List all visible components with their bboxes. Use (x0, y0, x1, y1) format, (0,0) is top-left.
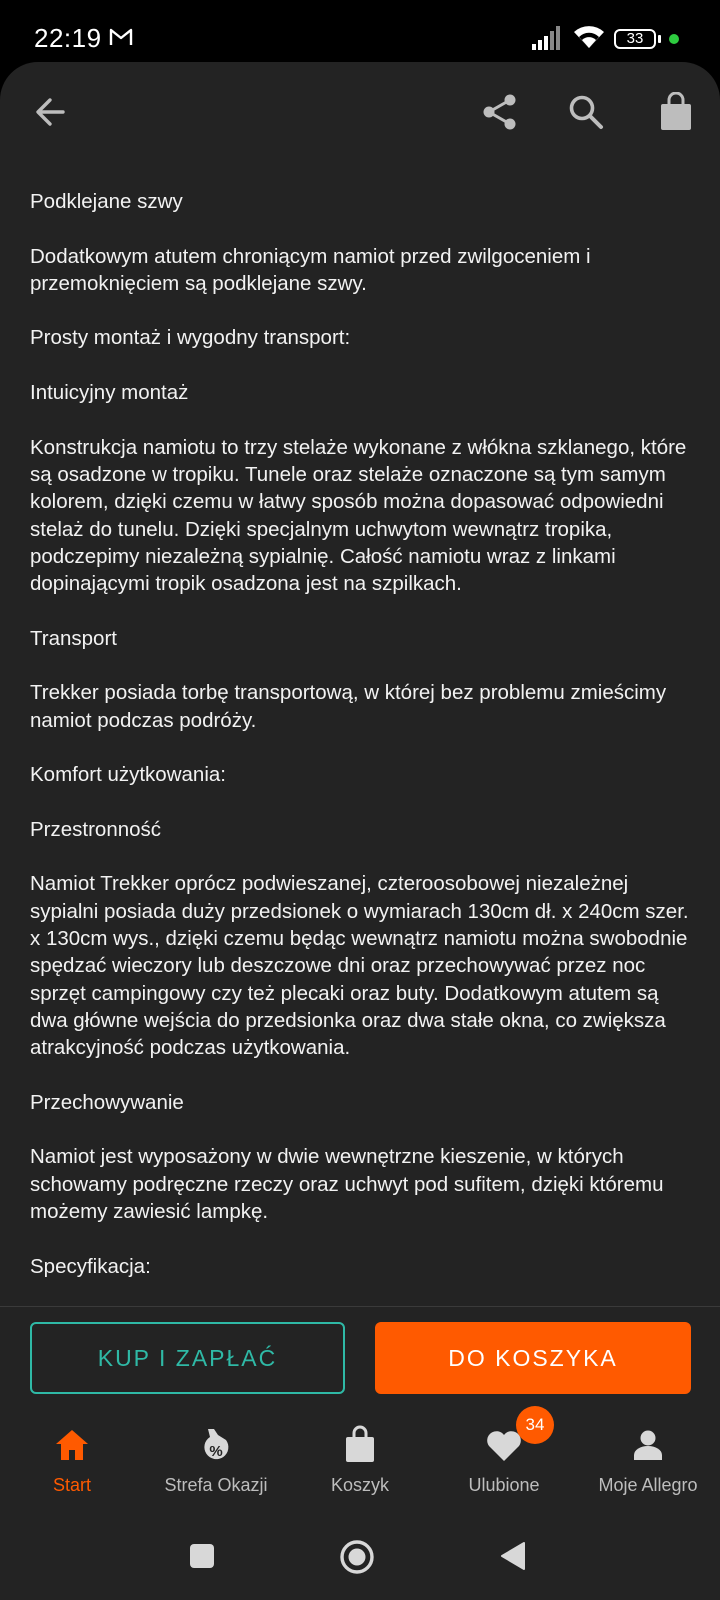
nav-label: Koszyk (330, 1475, 390, 1495)
description-heading: Transport (30, 626, 117, 650)
nav-item-ulubione[interactable] (432, 1411, 576, 1521)
status-bar (0, 0, 720, 62)
nav-label: Start (52, 1475, 91, 1495)
add-to-cart-button[interactable]: DO KOSZYKA (375, 1322, 691, 1394)
nav-item-start[interactable] (0, 1411, 144, 1521)
description-paragraph: Trekker posiada torbę transportową, w której bez problemu zmieścimy namiot podczas podróży. (30, 681, 667, 732)
description-heading: Prosty montaż i wygodny transport: (30, 326, 351, 350)
description-paragraph: Konstrukcja namiotu to trzy stelaże wykonane z włókna szklanego, które są osadzone w tropiku. Tunele oraz stelaże oznaczone są tym samym kolorem, dzięki czemu w łatwy sposób można dopasować odpowiedni stelaż do tunelu. Dzięki specjalnym uchwytom wewnątrz tropika, podczepimy niezależną sypialnię. Całość namiotu wraz z linkami dopinającymi tropik osadzona jest na szpilkach. (30, 435, 687, 596)
deals-tag-icon (196, 1425, 236, 1465)
nav-label: Moje Allegro (598, 1475, 698, 1495)
shopping-bag-icon[interactable] (656, 92, 696, 132)
back-arrow-icon[interactable] (31, 92, 71, 132)
user-icon (628, 1425, 668, 1465)
description-heading: Intuicyjny montaż (30, 381, 189, 405)
battery-level: 33 (626, 30, 644, 47)
description-heading: Podklejane szwy (30, 190, 183, 213)
home-icon (52, 1425, 92, 1465)
description-paragraph: Namiot Trekker oprócz podwieszanej, czteroosobowej niezależnej sypialni posiada duży przedsionek o wymiarach 130cm dł. x 240cm szer. x 130cm wys., dzięki czemu będąc wewnątrz namiotu można swobodnie spędzać wieczory lub deszczowe dni oraz przechowywać przez noc sprzęt campingowy czy też plecaki oraz buty. Dodatkowym atutem są dwa główne wejścia do przedsionka oraz dwa stałe okna, co zwiększa atrakcyjność podczas użytkowania. (30, 872, 689, 1060)
description-heading: Przestronność (30, 817, 162, 841)
battery-tip (658, 35, 661, 43)
nav-item-moje-allegro[interactable] (576, 1411, 720, 1521)
top-app-bar (0, 62, 720, 162)
privacy-dot-icon (669, 34, 679, 44)
description-heading: Przechowywanie (30, 1090, 184, 1114)
app-window (0, 62, 720, 1600)
nav-item-strefa-okazji[interactable] (144, 1411, 288, 1521)
favorites-count-badge: 34 (516, 1406, 554, 1444)
recent-apps-icon[interactable] (189, 1543, 215, 1569)
product-description (30, 188, 695, 1307)
cart-bag-icon (340, 1425, 380, 1465)
description-paragraph: Dodatkowym atutem chroniącym namiot przed zwilgoceniem i przemoknięciem są podklejane szwy. (30, 244, 591, 295)
system-navigation-bar (0, 1521, 720, 1600)
description-heading: Komfort użytkowania: (30, 763, 226, 787)
nav-label: Ulubione (468, 1475, 540, 1495)
buy-now-button[interactable]: KUP I ZAPŁAĆ (30, 1322, 345, 1394)
bottom-navigation (0, 1411, 720, 1521)
svg-text:%: % (209, 1443, 223, 1460)
description-heading: Specyfikacja: (30, 1254, 151, 1278)
share-icon[interactable] (480, 92, 520, 132)
nav-label: Strefa Okazji (164, 1475, 268, 1495)
gmail-icon (109, 27, 133, 47)
description-paragraph: Namiot jest wyposażony w dwie wewnętrzne kieszenie, w których schowamy podręczne rzeczy oraz uchwyt pod sufitem, dzięki któremu możemy zawiesić lampkę. (30, 1145, 664, 1223)
wifi-icon (573, 24, 605, 50)
system-back-icon[interactable] (500, 1541, 526, 1571)
signal-icon (532, 26, 564, 50)
search-icon[interactable] (566, 92, 606, 132)
purchase-action-bar (0, 1306, 720, 1412)
home-button-icon[interactable] (339, 1539, 375, 1575)
status-time: 22:19 (34, 23, 102, 53)
nav-item-koszyk[interactable] (288, 1411, 432, 1521)
battery-icon (614, 29, 656, 49)
